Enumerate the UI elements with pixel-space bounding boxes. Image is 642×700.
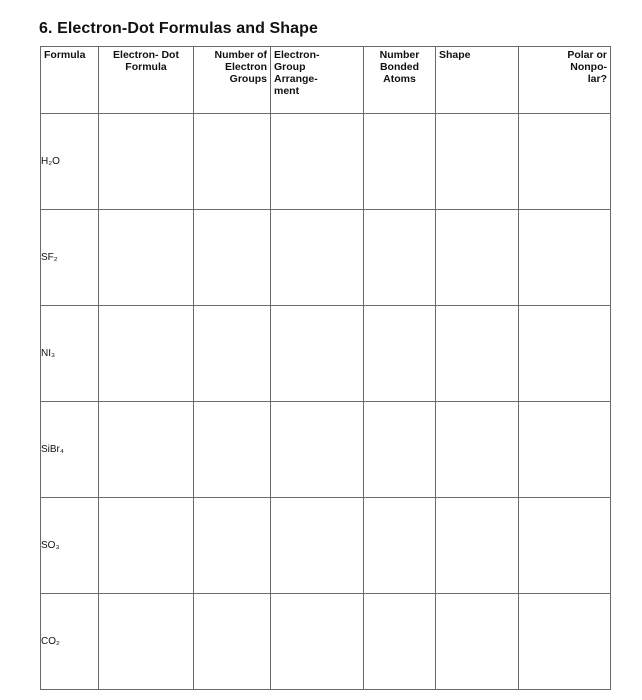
table-row [41,114,611,210]
electron-dot-cell[interactable] [99,594,194,690]
polarity-cell[interactable] [519,594,611,690]
header-groups-line2: Electron [224,61,267,73]
polarity-cell[interactable] [519,210,611,306]
formula-label: NI₃ [41,348,56,359]
header-electron-dot-formula [99,47,194,114]
polarity-cell[interactable] [519,402,611,498]
formula-label: SF₂ [41,252,58,263]
header-shape [436,47,519,114]
header-bonded-line3: Atoms [383,73,416,85]
header-arrangement-line1: Electron- [274,49,320,61]
formula-cell [41,114,99,210]
shape-cell[interactable] [436,498,519,594]
polarity-cell[interactable] [519,114,611,210]
header-arrangement-line2: Group [274,61,306,73]
header-groups-line1: Number of [214,49,267,61]
header-polar-or-nonpolar [519,47,611,114]
electron-dot-cell[interactable] [99,210,194,306]
formula-label: SiBr₄ [41,444,64,455]
header-electron-dot-line2: Formula [125,61,167,73]
arrangement-cell[interactable] [271,594,364,690]
bonded-atoms-cell[interactable] [364,594,436,690]
header-shape-label: Shape [439,49,471,61]
electron-groups-cell[interactable] [194,210,271,306]
shape-cell[interactable] [436,594,519,690]
bonded-atoms-cell[interactable] [364,498,436,594]
formula-label: CO₂ [41,636,60,647]
header-groups-line3: Groups [229,73,267,85]
table-row [41,594,611,690]
bonded-atoms-cell[interactable] [364,210,436,306]
electron-groups-cell[interactable] [194,114,271,210]
header-arrangement-line4: ment [274,85,300,97]
header-formula-label: Formula [44,49,86,61]
arrangement-cell[interactable] [271,114,364,210]
header-bonded-line1: Number [379,49,420,61]
arrangement-cell[interactable] [271,402,364,498]
electron-groups-cell[interactable] [194,594,271,690]
shape-cell[interactable] [436,306,519,402]
electron-dot-cell[interactable] [99,402,194,498]
header-polar-line2: Nonpo- [570,61,607,73]
header-arrangement-line3: Arrange- [274,73,318,85]
formula-label: H₂O [41,156,60,167]
header-polar-line1: Polar or [567,49,607,61]
header-bonded-line2: Bonded [379,61,420,73]
bonded-atoms-cell[interactable] [364,402,436,498]
electron-dot-cell[interactable] [99,306,194,402]
header-formula [41,47,99,114]
formula-cell [41,594,99,690]
arrangement-cell[interactable] [271,498,364,594]
arrangement-cell[interactable] [271,306,364,402]
header-polar-line3: lar? [587,73,607,85]
electron-groups-cell[interactable] [194,498,271,594]
shape-cell[interactable] [436,210,519,306]
worksheet-title: 6. Electron-Dot Formulas and Shape [39,20,319,37]
header-electron-dot-line1: Electron- Dot [113,49,179,61]
bonded-atoms-cell[interactable] [364,306,436,402]
electron-dot-table [40,46,611,690]
polarity-cell[interactable] [519,306,611,402]
arrangement-cell[interactable] [271,210,364,306]
electron-groups-cell[interactable] [194,306,271,402]
formula-label: SO₃ [41,540,60,551]
header-number-of-electron-groups [194,47,271,114]
header-electron-group-arrangement [271,47,364,114]
header-number-bonded-atoms [364,47,436,114]
shape-cell[interactable] [436,402,519,498]
formula-cell [41,210,99,306]
polarity-cell[interactable] [519,498,611,594]
electron-groups-cell[interactable] [194,402,271,498]
table-row [41,210,611,306]
header-row [41,47,611,114]
table-row [41,498,611,594]
table-row [41,306,611,402]
table-row [41,402,611,498]
formula-cell [41,498,99,594]
bonded-atoms-cell[interactable] [364,114,436,210]
formula-cell [41,402,99,498]
electron-dot-cell[interactable] [99,498,194,594]
shape-cell[interactable] [436,114,519,210]
formula-cell [41,306,99,402]
electron-dot-cell[interactable] [99,114,194,210]
